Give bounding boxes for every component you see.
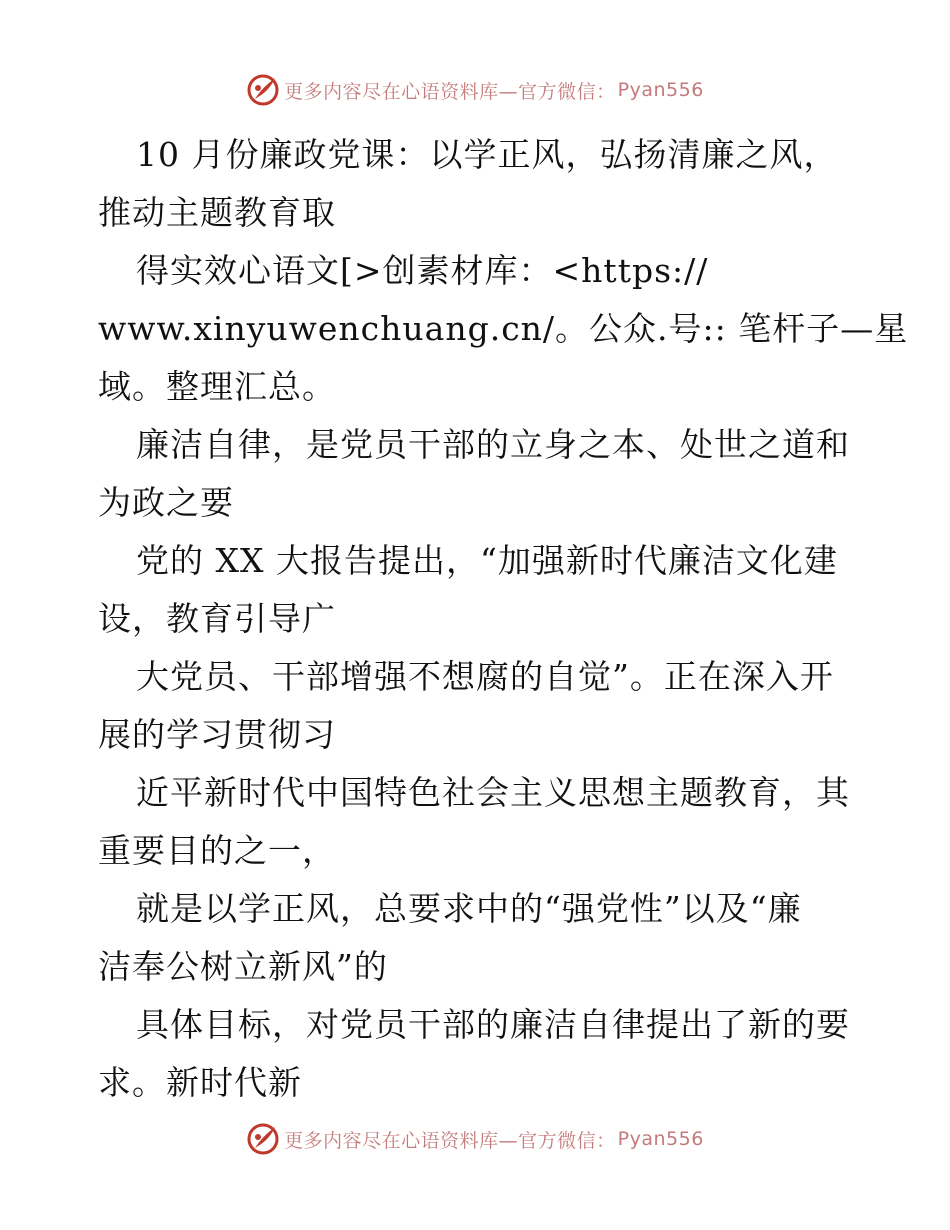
header-banner (0, 70, 950, 110)
document-line: 为政之要 (98, 483, 234, 522)
document-line: 就是以学正风，总要求中的“强党性”以及“廉 (136, 889, 802, 928)
banner-text: 更多内容尽在心语资料库—官方微信： (284, 1129, 616, 1152)
document-line: 洁奉公树立新风”的 (98, 947, 388, 986)
quill-circle-logo-icon (246, 1122, 280, 1156)
document-line: 廉洁自律，是党员干部的立身之本、处世之道和 (136, 425, 850, 464)
document-line: www.xinyuwenchuang.cn/。公众.号:: 笔杆子—星 (98, 309, 909, 348)
document-line: 党的 XX 大报告提出，“加强新时代廉洁文化建 (136, 541, 838, 580)
banner-text: 更多内容尽在心语资料库—官方微信： (284, 80, 616, 103)
document-line: 近平新时代中国特色社会主义思想主题教育，其 (136, 773, 850, 812)
document-line: 10 月份廉政党课：以学正风，弘扬清廉之风， (136, 135, 838, 174)
banner-wechat-id: Pyan556 (617, 79, 704, 101)
document-line: 具体目标，对党员干部的廉洁自律提出了新的要 (136, 1005, 850, 1044)
document-line: 大党员、干部增强不想腐的自觉”。正在深入开 (136, 657, 834, 696)
quill-circle-logo-icon (246, 73, 280, 107)
document-line: 重要目的之一， (98, 831, 336, 870)
banner-wechat-id: Pyan556 (617, 1128, 704, 1150)
document-body (98, 126, 909, 1112)
document-line: 得实效心语文[>创素材库：<https:// (136, 251, 709, 290)
document-line: 展的学习贯彻习 (98, 715, 336, 754)
document-line: 设，教育引导广 (98, 599, 336, 638)
document-line: 推动主题教育取 (98, 193, 336, 232)
document-line: 求。新时代新 (98, 1063, 302, 1102)
footer-banner (0, 1119, 950, 1159)
document-line: 域。整理汇总。 (98, 367, 336, 406)
